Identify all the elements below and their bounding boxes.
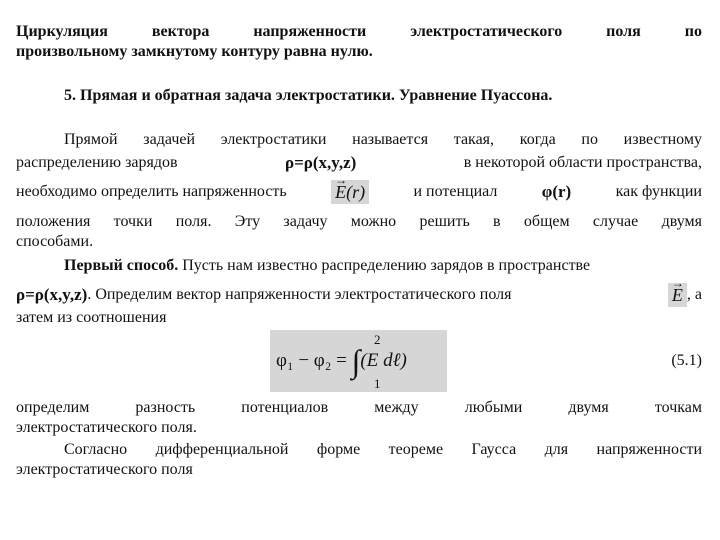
equation-number: (5.1) xyxy=(671,352,702,369)
paragraph-3-line-3: затем из соотношения xyxy=(16,309,167,326)
vector-e: → E xyxy=(335,180,346,204)
paragraph-1-line-1: Циркуляция вектора напряженности электростатического поля по xyxy=(16,23,702,40)
text-span: необходимо определить напряженность xyxy=(16,183,287,200)
equation-body xyxy=(276,343,407,379)
paragraph-2-line-5: способами. xyxy=(16,233,94,250)
paragraph-4-line-1: определим разность потенциалов между любыми двумя точкам xyxy=(16,399,702,416)
text-span: в некоторой области пространства, xyxy=(463,154,702,171)
equation-integrand: (E dℓ) xyxy=(360,350,407,371)
integral-sign: ∫ xyxy=(351,343,361,379)
equation-lhs: φ₁ − φ₂ = xyxy=(276,350,347,371)
paragraph-1-line-2: произвольному замкнутому контуру равна нулю. xyxy=(16,43,373,60)
paragraph-2-line-1: Прямой задачей электростатики называется такая, когда по известному xyxy=(64,131,702,148)
text-span: и потенциал xyxy=(413,183,498,200)
vector-e-formula xyxy=(668,283,687,307)
vector-e: → E xyxy=(672,283,683,307)
paragraph-2-line-4: положения точки поля. Эту задачу можно решить в общем случае двумя xyxy=(16,213,702,230)
charge-density-formula: ρ=ρ(x,y,z) xyxy=(16,285,88,304)
paragraph-3-line-1 xyxy=(64,256,702,276)
equation-box xyxy=(270,330,447,392)
charge-density-formula: ρ=ρ(x,y,z) xyxy=(284,153,357,172)
section-heading: 5. Прямая и обратная задача электростатики. Уравнение Пуассона. xyxy=(64,87,553,104)
paragraph-5-line-1: Согласно дифференциальной форме теореме Гаусса для напряженности xyxy=(64,441,702,458)
bold-lead: Первый способ. xyxy=(64,257,179,274)
paragraph-2-line-3 xyxy=(16,178,702,206)
paragraph-3-line-2 xyxy=(16,281,702,309)
argument-r: (r) xyxy=(346,182,366,202)
text-span: как функции xyxy=(615,183,702,200)
field-strength-formula xyxy=(331,180,369,204)
text-span: Пусть нам известно распределению зарядов в пространстве xyxy=(178,257,591,274)
integral-lower-limit: 1 xyxy=(374,376,381,391)
text-span: распределению зарядов xyxy=(16,154,178,171)
integral-upper-limit: 2 xyxy=(374,332,381,347)
text-span: , а xyxy=(686,286,702,303)
paragraph-4-line-2: электростатического поля. xyxy=(16,419,197,436)
potential-formula: φ(r) xyxy=(541,182,572,201)
text-span: . Определим вектор напряженности электростатического поля xyxy=(87,286,512,303)
paragraph-2-line-2 xyxy=(16,153,702,173)
paragraph-5-line-2: электростатического поля xyxy=(16,461,193,478)
